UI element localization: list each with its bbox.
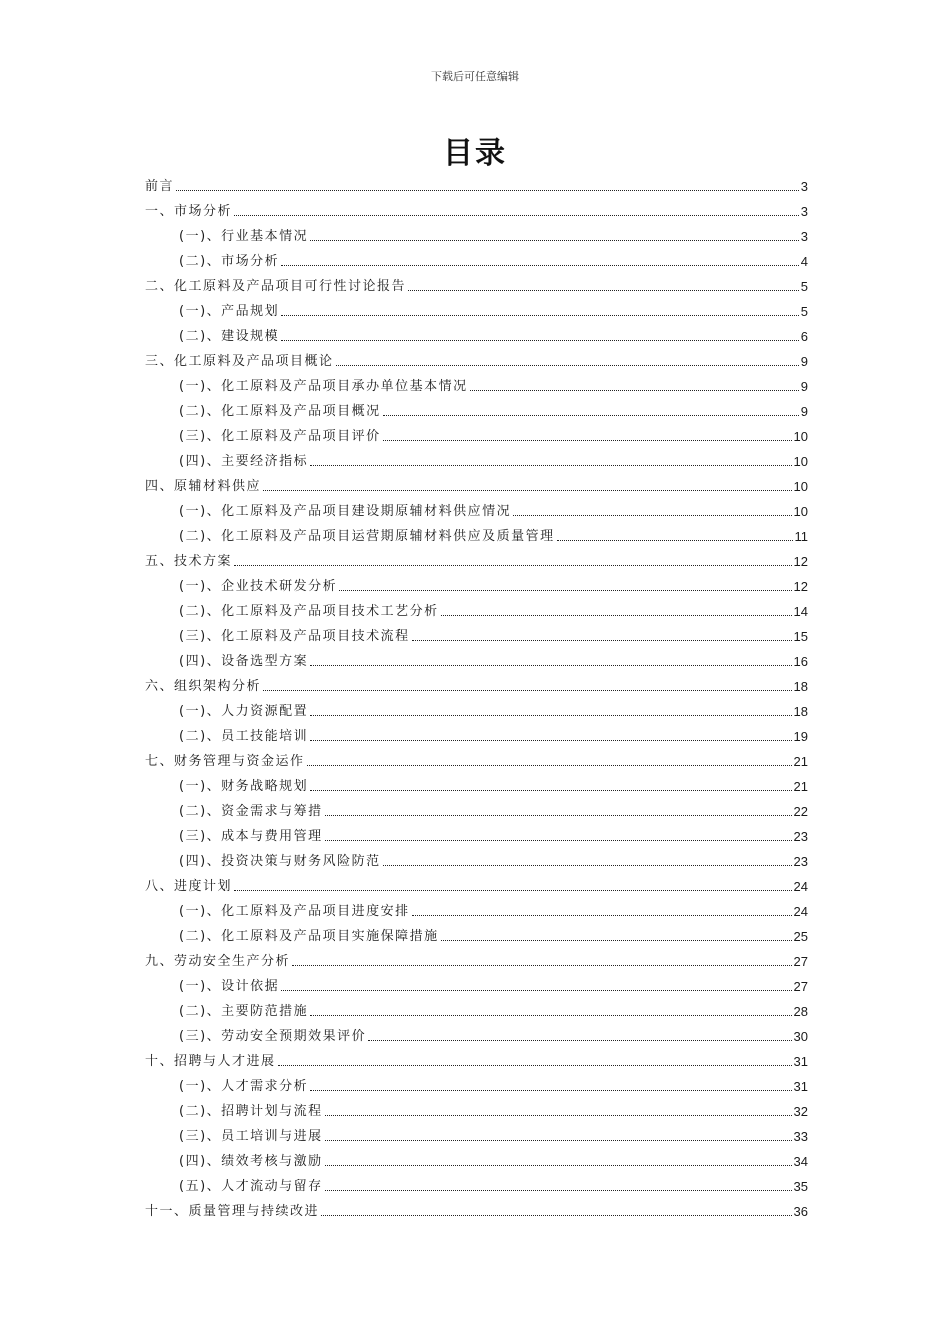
toc-entry-label: 八、进度计划 [145, 879, 233, 894]
toc-entry-label: (一)、财务战略规划 [179, 779, 309, 794]
toc-entry-page-number: 21 [793, 754, 808, 769]
toc-entry[interactable] [145, 249, 808, 274]
toc-entry-page-number: 3 [800, 179, 808, 194]
toc-entry-label: (三)、化工原料及产品项目评价 [179, 429, 381, 444]
toc-leader-dots [281, 315, 799, 316]
toc-entry-label: (二)、建设规模 [179, 329, 280, 344]
toc-entry-page-number: 6 [800, 329, 808, 344]
toc-leader-dots [263, 490, 792, 491]
toc-entry-label: (二)、化工原料及产品项目运营期原辅材料供应及质量管理 [179, 529, 555, 544]
toc-leader-dots [325, 1140, 792, 1141]
toc-entry[interactable] [145, 174, 808, 199]
toc-leader-dots [441, 940, 792, 941]
toc-entry-label: (五)、人才流动与留存 [179, 1179, 323, 1194]
toc-entry-page-number: 12 [793, 579, 808, 594]
toc-leader-dots [310, 740, 791, 741]
toc-entry-label: (一)、产品规划 [179, 304, 280, 319]
toc-leader-dots [234, 215, 799, 216]
toc-entry[interactable] [145, 799, 808, 824]
toc-leader-dots [281, 990, 791, 991]
toc-leader-dots [408, 290, 799, 291]
toc-leader-dots [325, 1115, 792, 1116]
toc-entry-page-number: 18 [793, 704, 808, 719]
toc-entry-page-number: 27 [793, 979, 808, 994]
toc-leader-dots [336, 365, 799, 366]
toc-entry-label: (一)、行业基本情况 [179, 229, 309, 244]
toc-entry-label: (二)、招聘计划与流程 [179, 1104, 323, 1119]
toc-leader-dots [263, 690, 792, 691]
toc-leader-dots [513, 515, 791, 516]
toc-entry-label: 三、化工原料及产品项目概论 [145, 354, 334, 369]
toc-entry-label: (一)、人才需求分析 [179, 1079, 309, 1094]
toc-entry-label: (一)、人力资源配置 [179, 704, 309, 719]
toc-entry-label: (二)、主要防范措施 [179, 1004, 309, 1019]
toc-entry[interactable] [145, 1099, 808, 1124]
toc-leader-dots [412, 640, 792, 641]
toc-entry-label: (四)、主要经济指标 [179, 454, 309, 469]
toc-entry-page-number: 23 [793, 854, 808, 869]
page-title: 目录 [443, 136, 507, 171]
toc-entry[interactable] [145, 1199, 808, 1224]
toc-leader-dots [325, 815, 792, 816]
toc-entry[interactable] [145, 1049, 808, 1074]
toc-entry-page-number: 5 [800, 304, 808, 319]
toc-entry-label: (三)、化工原料及产品项目技术流程 [179, 629, 410, 644]
toc-leader-dots [310, 665, 791, 666]
toc-entry[interactable] [145, 449, 808, 474]
toc-entry-page-number: 9 [800, 354, 808, 369]
toc-entry-label: 一、市场分析 [145, 204, 233, 219]
toc-entry[interactable] [145, 199, 808, 224]
toc-leader-dots [307, 765, 792, 766]
toc-entry-page-number: 25 [793, 929, 808, 944]
toc-entry-label: (一)、化工原料及产品项目进度安排 [179, 904, 410, 919]
toc-entry-page-number: 27 [793, 954, 808, 969]
toc-leader-dots [176, 190, 799, 191]
toc-entry-label: (三)、成本与费用管理 [179, 829, 323, 844]
toc-entry[interactable] [145, 599, 808, 624]
toc-leader-dots [368, 1040, 791, 1041]
toc-entry-label: 四、原辅材料供应 [145, 479, 262, 494]
toc-leader-dots [292, 965, 792, 966]
toc-entry-page-number: 21 [793, 779, 808, 794]
toc-entry-label: (一)、设计依据 [179, 979, 280, 994]
toc-entry[interactable] [145, 849, 808, 874]
toc-entry-page-number: 33 [793, 1129, 808, 1144]
toc-entry-page-number: 10 [793, 454, 808, 469]
toc-entry-label: (四)、绩效考核与激励 [179, 1154, 323, 1169]
page-header: 下载后可任意编辑 [431, 70, 519, 83]
toc-entry-label: 六、组织架构分析 [145, 679, 262, 694]
toc-entry-page-number: 24 [793, 879, 808, 894]
toc-entry-page-number: 11 [794, 529, 808, 544]
toc-entry-label: (二)、资金需求与筹措 [179, 804, 323, 819]
toc-leader-dots [325, 1165, 792, 1166]
toc-leader-dots [310, 790, 791, 791]
toc-entry[interactable] [145, 1124, 808, 1149]
toc-entry-label: (三)、劳动安全预期效果评价 [179, 1029, 367, 1044]
toc-entry[interactable] [145, 424, 808, 449]
toc-entry-page-number: 12 [793, 554, 808, 569]
toc-entry-page-number: 9 [800, 379, 808, 394]
toc-entry-page-number: 3 [800, 204, 808, 219]
toc-leader-dots [310, 1090, 791, 1091]
toc-leader-dots [310, 1015, 791, 1016]
toc-entry[interactable] [145, 899, 808, 924]
toc-entry[interactable] [145, 749, 808, 774]
toc-entry-label: (二)、化工原料及产品项目技术工艺分析 [179, 604, 439, 619]
toc-entry-page-number: 30 [793, 1029, 808, 1044]
toc-entry[interactable] [145, 649, 808, 674]
toc-entry-label: 十、招聘与人才进展 [145, 1054, 276, 1069]
toc-entry-label: (一)、化工原料及产品项目建设期原辅材料供应情况 [179, 504, 512, 519]
toc-entry-page-number: 14 [793, 604, 808, 619]
toc-leader-dots [339, 590, 791, 591]
toc-entry-label: 九、劳动安全生产分析 [145, 954, 291, 969]
toc-entry-label: (二)、化工原料及产品项目实施保障措施 [179, 929, 439, 944]
toc-entry[interactable] [145, 824, 808, 849]
toc-entry-label: (二)、市场分析 [179, 254, 280, 269]
toc-entry[interactable] [145, 974, 808, 999]
toc-entry-label: (二)、员工技能培训 [179, 729, 309, 744]
toc-entry[interactable] [145, 324, 808, 349]
toc-leader-dots [470, 390, 799, 391]
toc-entry[interactable] [145, 1149, 808, 1174]
toc-entry[interactable] [145, 474, 808, 499]
toc-entry[interactable] [145, 949, 808, 974]
toc-entry-page-number: 16 [793, 654, 808, 669]
toc-entry-page-number: 9 [800, 404, 808, 419]
toc-leader-dots [383, 865, 792, 866]
toc-entry-page-number: 23 [793, 829, 808, 844]
toc-entry-page-number: 34 [793, 1154, 808, 1169]
toc-entry[interactable] [145, 399, 808, 424]
toc-entry-page-number: 28 [793, 1004, 808, 1019]
toc-entry[interactable] [145, 499, 808, 524]
toc-leader-dots [325, 840, 792, 841]
toc-entry-page-number: 19 [793, 729, 808, 744]
toc-entry[interactable] [145, 524, 808, 549]
toc-entry-label: 五、技术方案 [145, 554, 233, 569]
toc-leader-dots [321, 1215, 792, 1216]
toc-entry[interactable] [145, 1074, 808, 1099]
toc-entry-label: (一)、企业技术研发分析 [179, 579, 338, 594]
toc-entry[interactable] [145, 549, 808, 574]
toc-entry[interactable] [145, 874, 808, 899]
toc-entry-label: (四)、设备选型方案 [179, 654, 309, 669]
toc-leader-dots [278, 1065, 792, 1066]
toc-entry[interactable] [145, 724, 808, 749]
toc-leader-dots [310, 715, 791, 716]
toc-entry-label: (四)、投资决策与财务风险防范 [179, 854, 381, 869]
toc-entry[interactable] [145, 299, 808, 324]
toc-leader-dots [310, 465, 791, 466]
toc-leader-dots [412, 915, 792, 916]
toc-entry-page-number: 10 [793, 504, 808, 519]
toc-entry-page-number: 4 [800, 254, 808, 269]
toc-entry[interactable] [145, 1174, 808, 1199]
toc-entry-label: 前言 [145, 179, 175, 194]
toc-entry-page-number: 31 [793, 1054, 808, 1069]
toc-entry-label: (二)、化工原料及产品项目概况 [179, 404, 381, 419]
toc-leader-dots [281, 265, 799, 266]
toc-leader-dots [557, 540, 793, 541]
toc-entry-page-number: 31 [793, 1079, 808, 1094]
toc-entry[interactable] [145, 349, 808, 374]
toc-leader-dots [383, 415, 799, 416]
toc-entry[interactable] [145, 274, 808, 299]
toc-entry-page-number: 24 [793, 904, 808, 919]
toc-leader-dots [441, 615, 792, 616]
toc-leader-dots [281, 340, 799, 341]
toc-entry[interactable] [145, 924, 808, 949]
toc-entry[interactable] [145, 999, 808, 1024]
toc-leader-dots [310, 240, 799, 241]
toc-leader-dots [234, 565, 792, 566]
toc-entry-page-number: 5 [800, 279, 808, 294]
toc-entry[interactable] [145, 224, 808, 249]
toc-leader-dots [234, 890, 792, 891]
toc-entry-page-number: 22 [793, 804, 808, 819]
toc-entry-page-number: 10 [793, 479, 808, 494]
table-of-contents [145, 174, 808, 1224]
toc-entry-page-number: 18 [793, 679, 808, 694]
toc-entry-page-number: 36 [793, 1204, 808, 1219]
toc-entry-label: 十一、质量管理与持续改进 [145, 1204, 320, 1219]
toc-entry-page-number: 32 [793, 1104, 808, 1119]
toc-entry[interactable] [145, 624, 808, 649]
toc-entry[interactable] [145, 1024, 808, 1049]
toc-entry-page-number: 15 [793, 629, 808, 644]
toc-leader-dots [325, 1190, 792, 1191]
toc-entry-label: (一)、化工原料及产品项目承办单位基本情况 [179, 379, 468, 394]
toc-entry[interactable] [145, 774, 808, 799]
toc-entry-label: 七、财务管理与资金运作 [145, 754, 305, 769]
toc-entry[interactable] [145, 674, 808, 699]
toc-entry[interactable] [145, 699, 808, 724]
toc-entry[interactable] [145, 574, 808, 599]
toc-leader-dots [383, 440, 792, 441]
toc-entry[interactable] [145, 374, 808, 399]
toc-entry-page-number: 3 [800, 229, 808, 244]
toc-entry-page-number: 10 [793, 429, 808, 444]
toc-entry-label: 二、化工原料及产品项目可行性讨论报告 [145, 279, 407, 294]
toc-entry-page-number: 35 [793, 1179, 808, 1194]
toc-entry-label: (三)、员工培训与进展 [179, 1129, 323, 1144]
